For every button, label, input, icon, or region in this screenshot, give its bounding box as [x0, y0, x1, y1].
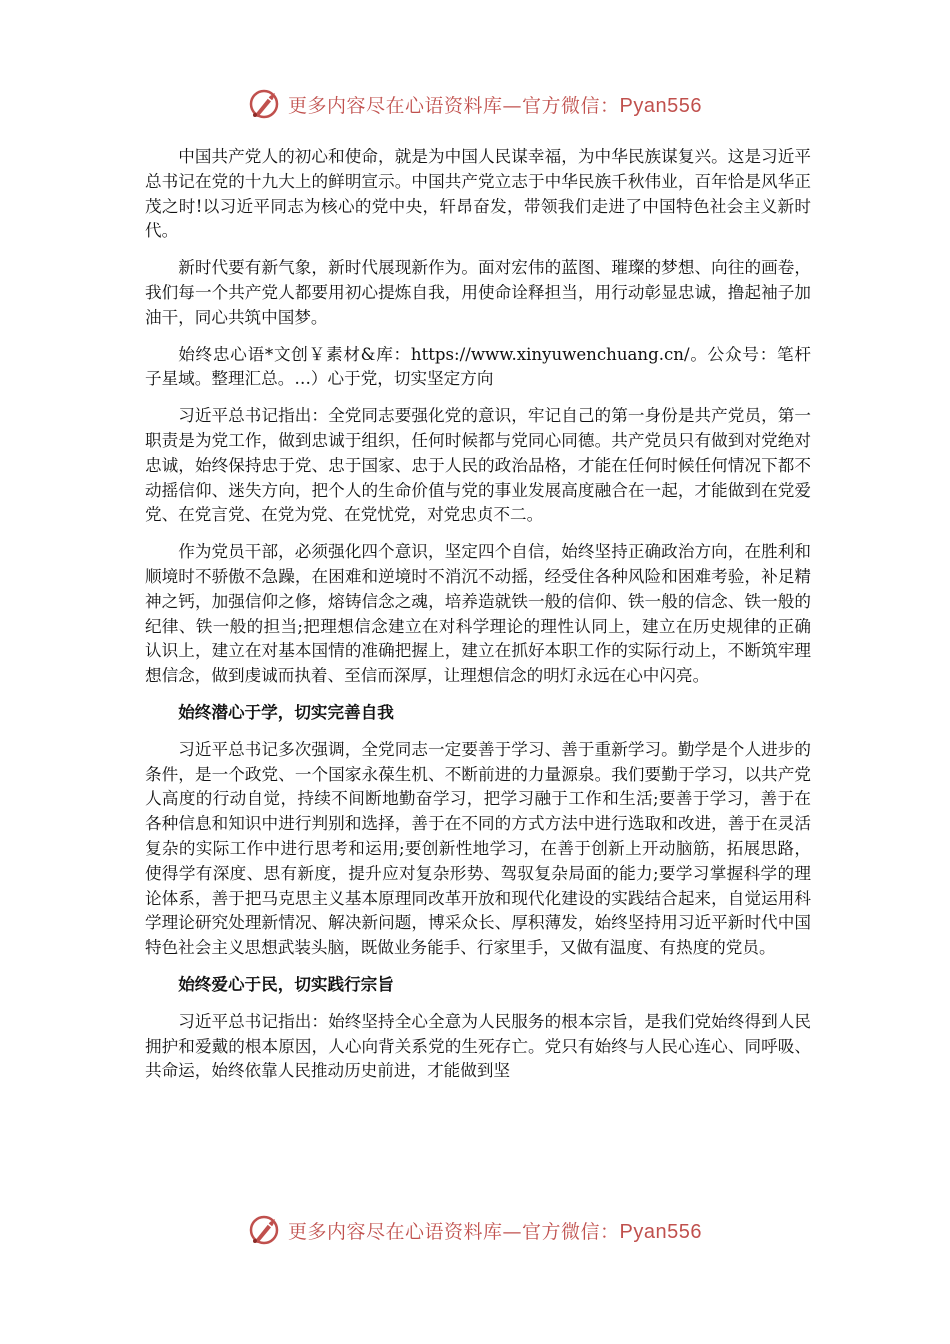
wechat-id: Pyan556: [619, 1220, 702, 1243]
banner-text: 更多内容尽在心语资料库—官方微信：Pyan556: [288, 1220, 702, 1243]
footer-banner: [0, 1210, 950, 1250]
paragraph: 中国共产党人的初心和使命，就是为中国人民谋幸福，为中华民族谋复兴。这是习近平总书记在党的十九大上的鲜明宣示。中国共产党立志于中华民族千秋伟业，百年恰是风华正茂之时!以习近平同志为核心的党中央，轩昂奋发，带领我们走进了中国特色社会主义新时代。: [145, 147, 811, 241]
section-heading: 始终潜心于学，切实完善自我: [178, 702, 394, 722]
wechat-id: Pyan556: [619, 94, 702, 117]
paragraph: 习近平总书记指出：始终坚持全心全意为人民服务的根本宗旨，是我们党始终得到人民拥护和爱戴的根本原因，人心向背关系党的生死存亡。党只有始终与人民心连心、同呼吸、共命运，始终依靠人民推动历史前进，才能做到坚: [145, 1011, 811, 1081]
banner-text: 更多内容尽在心语资料库—官方微信：Pyan556: [288, 94, 702, 117]
section-heading: 始终爱心于民，切实践行宗旨: [178, 974, 394, 994]
header-banner: [0, 84, 950, 124]
paragraph: 习近平总书记指出：全党同志要强化党的意识，牢记自己的第一身份是共产党员，第一职责是为党工作，做到忠诚于组织，任何时候都与党同心同德。共产党员只有做到对党绝对忠诚，始终保持忠于党、忠于国家、忠于人民的政治品格，才能在任何时候任何情况下都不动摇信仰、迷失方向，把个人的生命价值与党的事业发展高度融合在一起，才能做到在党爱党、在党言党、在党为党、在党忧党，对党忠贞不二。: [145, 406, 811, 525]
paragraph: 习近平总书记多次强调，全党同志一定要善于学习、善于重新学习。勤学是个人进步的条件，是一个政党、一个国家永葆生机、不断前进的力量源泉。我们要勤于学习，以共产党人高度的行动自觉，持续不间断地勤奋学习，把学习融于工作和生活;要善于学习，善于在各种信息和知识中进行判别和选择，善于在不同的方式方法中进行选取和改进，善于在灵活复杂的实际工作中进行思考和运用;要创新性地学习，在善于创新上开动脑筋，拓展思路，使得学有深度、思有新度，提升应对复杂形势、驾驭复杂局面的能力;要学习掌握科学的理论体系，善于把马克思主义基本原理同改革开放和现代化建设的实践结合起来，自觉运用科学理论研究处理新情况、解决新问题，博采众长、厚积薄发，始终坚持用习近平新时代中国特色社会主义思想武装头脑，既做业务能手、行家里手，又做有温度、有热度的党员。: [145, 739, 811, 958]
paragraph: 始终忠心语*文创￥素材&库：https://www.xinyuwenchuang.cn/。公众号：笔杆子星域。整理汇总。…）心于党，切实坚定方向: [145, 344, 811, 389]
paragraph: 新时代要有新气象，新时代展现新作为。面对宏伟的蓝图、璀璨的梦想、向往的画卷，我们每一个共产党人都要用初心提炼自我，用使命诠释担当，用行动彰显忠诚，撸起袖子加油干，同心共筑中国梦。: [145, 258, 811, 327]
pen-logo-icon: [248, 87, 282, 121]
document-body: [145, 145, 811, 1096]
pen-logo-icon: [248, 1213, 282, 1247]
paragraph: 作为党员干部，必须强化四个意识，坚定四个自信，始终坚持正确政治方向，在胜利和顺境时不骄傲不急躁，在困难和逆境时不消沉不动摇，经受住各种风险和困难考验，补足精神之钙，加强信仰之修，熔铸信念之魂，培养造就铁一般的信仰、铁一般的信念、铁一般的纪律、铁一般的担当;把理想信念建立在对科学理论的理性认同上，建立在历史规律的正确认识上，建立在对基本国情的准确把握上，建立在抓好本职工作的实际行动上，不断筑牢理想信念，做到虔诚而执着、至信而深厚，让理想信念的明灯永远在心中闪亮。: [145, 542, 811, 686]
